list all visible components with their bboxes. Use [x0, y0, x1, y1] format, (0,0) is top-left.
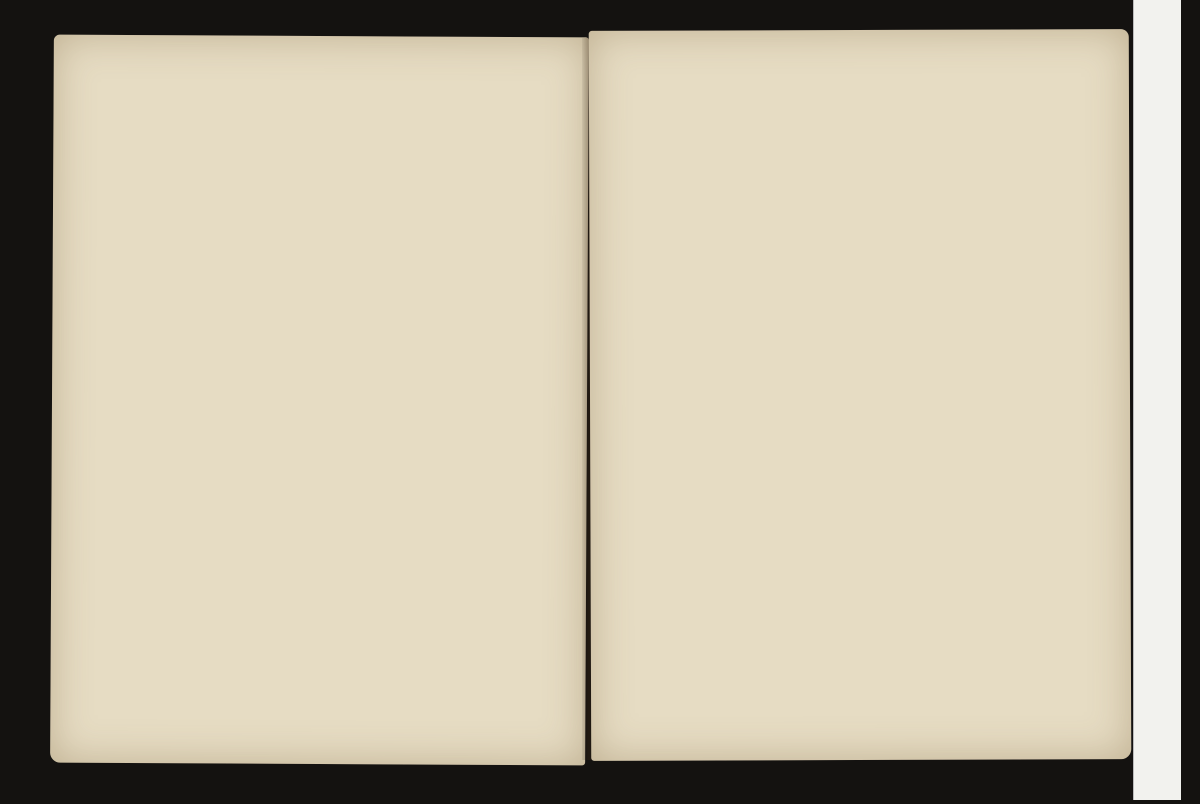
ruler-ticks — [1134, 0, 1181, 800]
left-page — [50, 35, 589, 766]
measuring-ruler — [1133, 0, 1181, 800]
right-page — [589, 29, 1132, 761]
